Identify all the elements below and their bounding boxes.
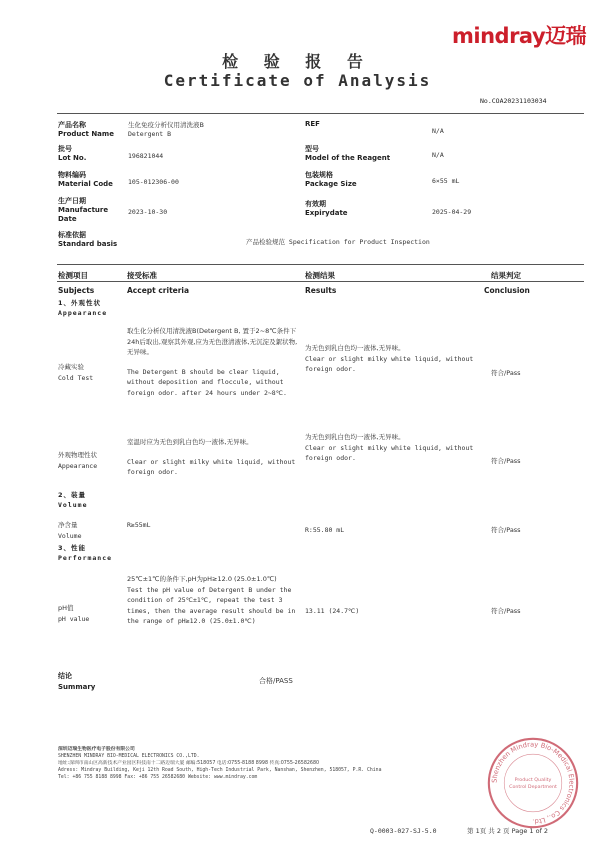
expiry-value: 2025-04-29 [432,208,472,216]
standard-value: 产品检验规范 Specification for Product Inspection [246,238,430,246]
lot-label: 批号 Lot No. [58,145,87,162]
col-criteria-en: Accept criteria [127,286,190,295]
section-volume: 2、装量 Volume [58,491,88,509]
model-value: N/A [432,151,444,159]
form-number: Q-0003-027-SJ-5.0 [370,827,437,835]
summary-value: 合格/PASS [259,677,293,685]
divider [57,113,584,114]
lot-value: 196821044 [128,152,164,160]
mindray-logo: mindray迈瑞 [452,24,587,48]
ph-conclusion: 符合/Pass [491,607,521,615]
standard-label: 标准依据 Standard basis [58,231,118,248]
appearance-subject: 外观物理性状 Appearance [58,451,98,470]
col-subjects-en: Subjects [58,286,95,295]
col-conclusion: 结果判定 [491,271,521,280]
volume-criteria: R≥55mL [127,521,151,529]
cold-test-conclusion: 符合/Pass [491,369,521,377]
ph-subject: pH值 pH value [58,604,90,623]
volume-conclusion: 符合/Pass [491,526,521,534]
section-appearance: 1、外观性状 Appearance [58,299,108,317]
svg-text:Shenzhen Mindray Bio-Medical E: Shenzhen Mindray Bio-Medical Electronics Co., Ltd. [490,740,576,826]
document-number: No.COA20231103034 [480,97,547,105]
product-name-value: 生化免疫分析仪用清洗液B Detergent B [128,121,204,138]
col-results: 检测结果 [305,271,335,280]
col-subjects: 检测项目 [58,271,88,280]
cold-test-criteria: 取生化分析仪用清洗液B(Detergent B, 置于2~8℃条件下24h后取出,观察其外观,应为无色澄清液体,无沉淀及絮状物,无异味。 The Detergent B should be clear liquid, without deposition and floccule, without foreign odor. after 24 hours under 2~8℃. [127,327,298,397]
title-cn: 检 验 报 告 [222,52,373,71]
cold-test-subject: 冷藏实验 Cold Test [58,363,94,382]
col-criteria: 接受标准 [127,271,157,280]
title-en: Certificate of Analysis [163,71,432,90]
appearance-conclusion: 符合/Pass [491,457,521,465]
material-label: 物料编码 Material Code [58,171,113,188]
package-value: 6×55 mL [432,177,460,185]
ph-result: 13.11 (24.7℃) [305,607,360,615]
product-name-label: 产品名称 Product Name [58,121,114,138]
mfg-date-value: 2023-10-30 [128,208,168,216]
svg-text:Control Department: Control Department [509,784,557,790]
volume-subject: 净含量 Volume [58,521,82,540]
section-performance: 3、性能 Performance [58,544,113,562]
ph-criteria: 25℃±1℃的条件下,pH为pH≥12.0 (25.0±1.0℃) Test the pH value of Detergent B under the condition of 25℃±1℃, repeat the test 3 times, then the average result should be in the range of pH≥12.0 (25.0±1.0℃) [127,575,296,625]
divider [57,264,584,265]
col-conclusion-en: Conclusion [484,286,530,295]
ref-label: REF [305,120,320,128]
summary-label: 结论 Summary [58,672,96,691]
company-seal [485,735,581,831]
material-value: 105-012306-00 [128,178,179,186]
appearance-result: 为无色到乳白色均一液体,无异味。 Clear or slight milky white liquid, without foreign odor. [305,433,474,462]
page-number: 第 1页 共 2 页 Page 1 of 2 [467,827,549,835]
expiry-label: 有效期 Expirydate [305,200,348,217]
svg-text:Product Quality: Product Quality [514,778,552,784]
appearance-criteria: 室温时应为无色到乳白色均一液体,无异味。 Clear or slight milky white liquid, without foreign odor. [127,438,296,476]
ref-value: N/A [432,127,444,135]
divider [57,281,584,282]
cold-test-result: 为无色到乳白色均一液体,无异味。 Clear or slight milky white liquid, without foreign odor. [305,344,474,373]
volume-result: R:55.80 mL [305,526,345,534]
model-label: 型号 Model of the Reagent [305,145,391,162]
col-results-en: Results [305,286,337,295]
mfg-date-label: 生产日期 Manufacture Date [58,197,109,223]
package-label: 包装规格 Package Size [305,171,357,188]
footer-company: 深圳迈瑞生物医疗电子股份有限公司 SHENZHEN MINDRAY BIO-MEDICAL ELECTRONICS CO.,LTD. 地址:深圳市南山区高新技术产业园区科技南十二路迈瑞大厦 邮编:518057 电话:0755-8188 8998 传真:0755-26582680 Adress: Mindray Building, Keji 12th Road South, High-Tech Industrial Park, Nanshan, Shenzhen, 518057, P.R. China Tel: +86 755 8188 8998 Fax: +86 755 26582680 Website: www.mindray.com [58,747,382,780]
